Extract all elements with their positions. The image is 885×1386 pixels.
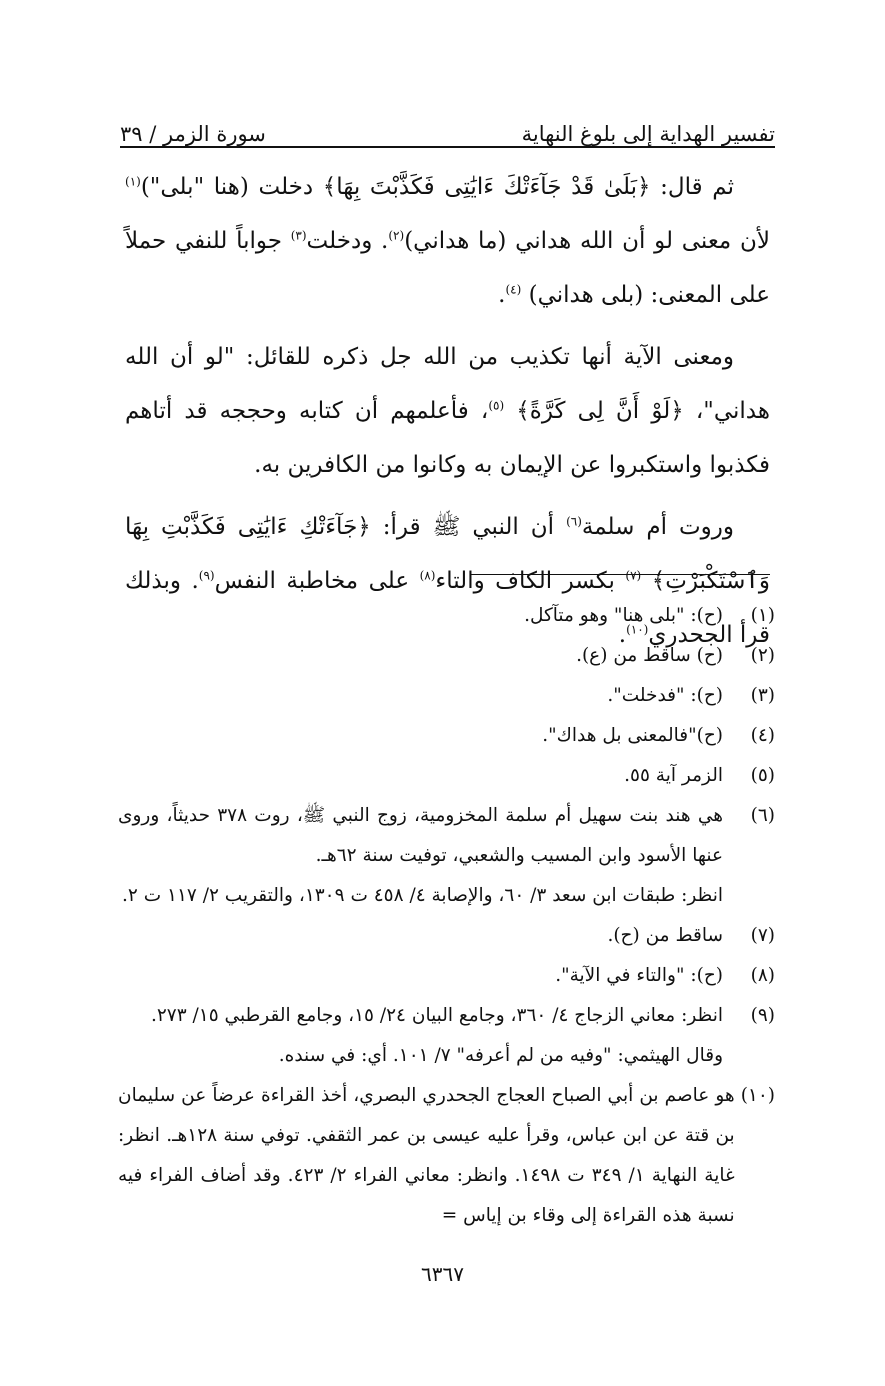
footnote-line: انظر: طبقات ابن سعد ٣/ ٦٠، والإصابة ٤/ ٤٥٨ ت ١٣٠٩، والتقريب ٢/ ١١٧ ت ٢. (122, 885, 723, 906)
footnote-text (118, 1076, 735, 1236)
header-divider (120, 146, 775, 148)
footnote-line: وقال الهيثمي: "وفيه من لم أعرفه" ٧/ ١٠١. أي: في سنده. (278, 1045, 723, 1066)
footnote-number: (٥) (750, 765, 775, 786)
footnote (118, 796, 775, 916)
footnote-reference: (٣) (290, 228, 307, 243)
footnote-number: (٨) (750, 965, 775, 986)
text-segment: وروت أم سلمة (581, 514, 734, 540)
footnote-text (118, 956, 723, 996)
book-title: تفسير الهداية إلى بلوغ النهاية (521, 122, 775, 146)
footnote-text (118, 676, 723, 716)
footnote-text (118, 996, 723, 1076)
surah-reference: سورة الزمر / ٣٩ (120, 122, 266, 146)
footnote-number: (١) (750, 605, 775, 626)
text-segment: . ودخلت (306, 228, 389, 254)
text-segment: ومعنى الآية أنها تكذيب من الله جل ذكره للقائل: "لو أن الله هداني"، ﴿لَوْ أَنَّ لِى كَرَّةً﴾ (125, 344, 770, 424)
text-segment: جواباً للنفي حملاً على المعنى: (بلى هداني) (125, 228, 770, 308)
footnote-text (118, 796, 723, 916)
footnote (118, 956, 775, 996)
footnote-line: هي هند بنت سهيل أم سلمة المخزومية، زوج النبي ﷺ، روت ٣٧٨ حديثاً، وروى عنها الأسود وابن المسيب والشعبي، توفيت سنة ٦٢هـ. (118, 805, 723, 866)
footnote-reference: (١) (125, 174, 141, 189)
footnotes (118, 596, 775, 1236)
footnote-line: ساقط من (ح). (607, 925, 723, 946)
text-segment: . (618, 622, 627, 648)
footnote-reference: (١٠) (626, 622, 649, 637)
footnote-text (118, 756, 723, 796)
footnote (118, 596, 775, 636)
footnote-line: (ح): "والتاء في الآية". (555, 965, 723, 986)
footnote-reference: (٩) (198, 568, 215, 583)
footnote-line: (ح): "بلى هنا" وهو متآكل. (524, 605, 723, 626)
footnote-line: (ح) ساقط من (ع). (576, 645, 723, 666)
footnote-number: (٣) (750, 685, 775, 706)
footnote (118, 676, 775, 716)
footnote-number: (٢) (750, 645, 775, 666)
footnote-line: (ح): "فدخلت". (607, 685, 723, 706)
footnote-text (118, 596, 723, 636)
footnote-reference: (٦) (566, 514, 582, 529)
text-segment: أن النبي ﷺ قرأ: ﴿جَآءَتْكِ ءَايَٰتِى فَكَذَّبْتِ بِهَا وَٱسْتَكْبَرْتِ﴾ (125, 514, 770, 594)
footnote-line: هو عاصم بن أبي الصباح العجاج الجحدري البصري، أخذ القراءة عرضاً عن سليمان بن قتة عن ابن عباس، وقرأ عليه عيسى بن عمر الثقفي. توفي سنة ١٢٨هـ. انظر: غاية النهاية ١/ ٣٤٩ ت ١٤٩٨. وانظر: معاني الفراء ٢/ ٤٢٣. وقد أضاف الفراء فيه نسبة هذه القراءة إلى وقاء بن إياس = (118, 1085, 735, 1226)
footnote-number: (٧) (750, 925, 775, 946)
footnote (118, 1076, 775, 1236)
footnote-text (118, 636, 723, 676)
footnote-reference: (٢) (388, 228, 405, 243)
footnote-divider (470, 574, 770, 575)
footnote-number: (٩) (750, 1005, 775, 1026)
footnote (118, 636, 775, 676)
text-segment: ، فأعلمهم أن كتابه وحججه قد أتاهم فكذبوا واستكبروا عن الإيمان به وكانوا من الكافرين به. (125, 398, 770, 478)
footnote-reference: (٨) (419, 568, 436, 583)
footnote-text (118, 716, 723, 756)
text-segment: . وبذلك قرأ الجحدري (125, 568, 770, 648)
text-segment: بكسر الكاف والتاء (435, 568, 626, 594)
footnote-number: (١٠) (740, 1085, 775, 1106)
page-number: ٦٣٦٧ (421, 1262, 464, 1286)
footnote-line: (ح)"فالمعنى بل هداك". (542, 725, 723, 746)
main-text (125, 160, 770, 670)
footnote-text (118, 916, 723, 956)
footnote (118, 996, 775, 1076)
running-header (120, 98, 775, 146)
footnote (118, 756, 775, 796)
footnote-reference: (٥) (488, 398, 505, 413)
text-segment: على مخاطبة النفس (214, 568, 420, 594)
text-segment: لأن معنى لو أن الله هداني (ما هداني) (404, 228, 770, 254)
footnote-number: (٤) (750, 725, 775, 746)
text-segment: . (498, 282, 506, 308)
footnote-reference: (٤) (505, 282, 522, 297)
body-paragraph (125, 330, 770, 492)
footnote (118, 916, 775, 956)
body-paragraph (125, 160, 770, 322)
footnote-line: الزمر آية ٥٥. (624, 765, 723, 786)
text-segment: ثم قال: ﴿بَلَىٰ قَدْ جَآءَتْكَ ءَايَٰتِى فَكَذَّبْتَ بِهَا﴾ دخلت (هنا "بلى") (140, 174, 734, 200)
footnote (118, 716, 775, 756)
footnote-number: (٦) (750, 805, 775, 826)
footnote-line: انظر: معاني الزجاج ٤/ ٣٦٠، وجامع البيان ٢٤/ ١٥، وجامع القرطبي ١٥/ ٢٧٣. (150, 1005, 723, 1026)
footnote-reference: (٧) (625, 568, 642, 583)
